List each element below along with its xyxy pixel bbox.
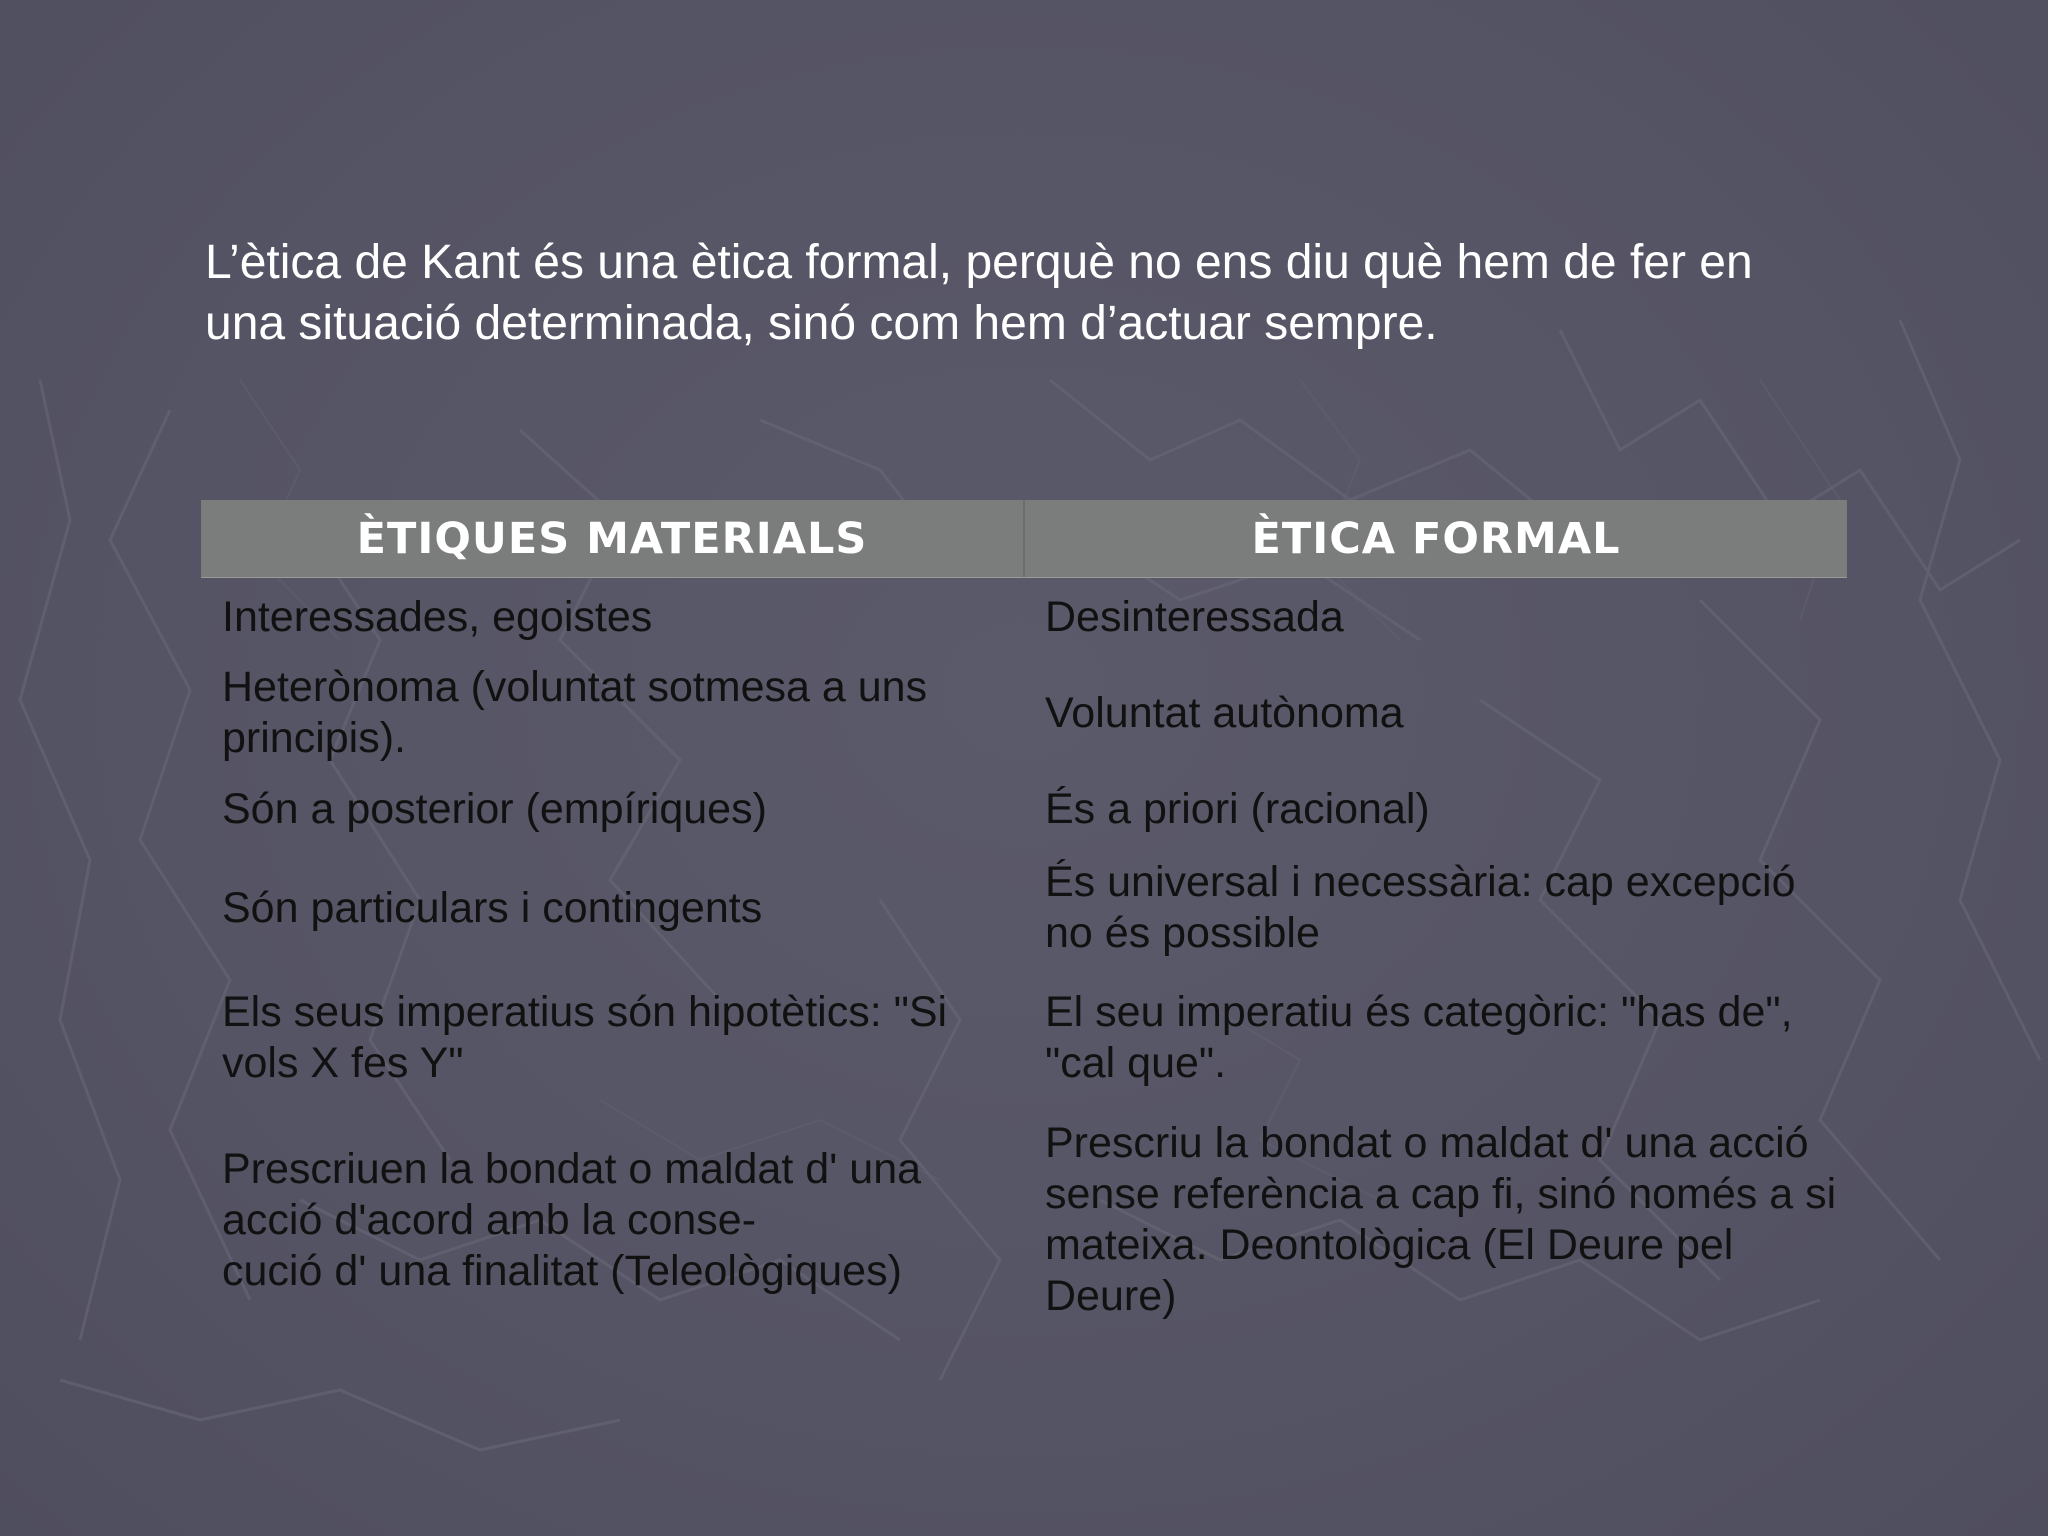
intro-text: L’ètica de Kant és una ètica formal, perquè no ens diu què hem de fer en una situació determinada, sinó com hem d’actuar sempre. — [205, 236, 1753, 350]
comparison-table — [201, 500, 1847, 1331]
table-row — [201, 578, 1847, 657]
material-cell: Són a posterior (empíriques) — [222, 784, 767, 833]
header-formal-ethics: ÈTICA FORMAL — [1251, 513, 1621, 564]
table-header — [201, 500, 1847, 578]
formal-cell: És a priori (racional) — [1045, 784, 1430, 833]
table-row — [201, 849, 1847, 967]
material-cell: Interessades, egoistes — [222, 593, 653, 641]
table-row — [201, 967, 1847, 1109]
material-cell: Són particulars i contingents — [222, 883, 763, 932]
material-cell: Prescriuen la bondat o maldat d' una acció d'acord amb la conse- cució d' una finalitat (Teleològiques) — [222, 1144, 922, 1295]
material-cell: Heterònoma (voluntat sotmesa a uns principis). — [222, 663, 928, 762]
table-row — [201, 657, 1847, 769]
formal-cell: Prescriu la bondat o maldat d' una acció sense referència a cap fi, sinó només a si mateixa. Deontològica (El Deure pel Deure) — [1045, 1119, 1837, 1320]
material-cell: Els seus imperatius són hipotètics: "Si vols X fes Y" — [222, 988, 948, 1087]
table-row — [201, 769, 1847, 849]
formal-cell: Desinteressada — [1045, 593, 1344, 641]
formal-cell: El seu imperatiu és categòric: "has de", "cal que". — [1045, 988, 1793, 1087]
formal-cell: Voluntat autònoma — [1045, 688, 1404, 737]
formal-cell: És universal i necessària: cap excepció no és possible — [1045, 858, 1796, 957]
table-row — [201, 1109, 1847, 1331]
header-material-ethics: ÈTIQUES MATERIALS — [201, 500, 1025, 577]
